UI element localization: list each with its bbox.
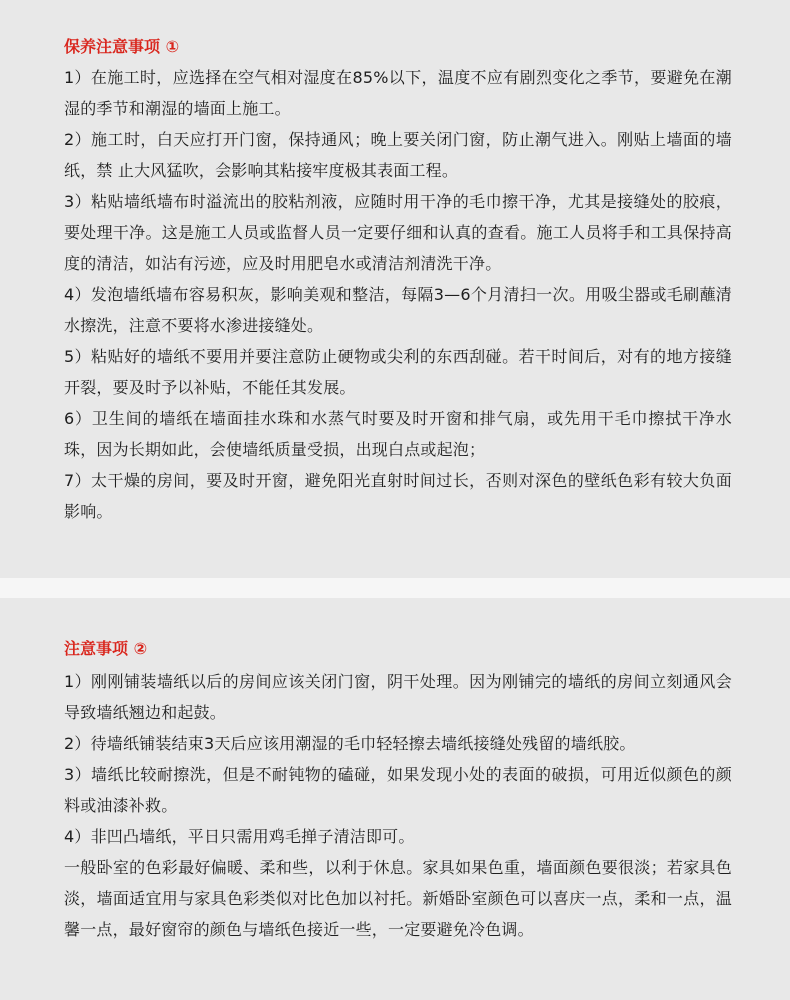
list-item: 3）墙纸比较耐擦洗，但是不耐钝物的磕碰，如果发现小处的表面的破损，可用近似颜色的颜料或油漆补救。 — [64, 765, 732, 815]
list-item: 6）卫生间的墙纸在墙面挂水珠和水蒸气时要及时开窗和排气扇，或先用干毛巾擦拭干净水珠，因为长期如此，会使墙纸质量受损，出现白点或起泡； — [64, 409, 732, 459]
list-item: 3）粘贴墙纸墙布时溢流出的胶粘剂液，应随时用干净的毛巾擦干净，尤其是接缝处的胶痕，要处理干净。这是施工人员或监督人员一定要仔细和认真的查看。施工人员将手和工具保持高度的清洁，如沾有污迹，应及时用肥皂水或清洁剂清洗干净。 — [64, 192, 732, 273]
list-item: 2）待墙纸铺装结束3天后应该用潮湿的毛巾轻轻擦去墙纸接缝处残留的墙纸胶。 — [64, 734, 636, 753]
maintenance-notes-list — [64, 62, 732, 527]
list-item: 5）粘贴好的墙纸不要用并要注意防止硬物或尖利的东西刮碰。若干时间后，对有的地方接缝开裂，要及时予以补贴，不能任其发展。 — [64, 347, 732, 397]
list-item: 1）在施工时，应选择在空气相对湿度在85%以下，温度不应有剧烈变化之季节，要避免在潮湿的季节和潮湿的墙面上施工。 — [64, 68, 732, 118]
list-item: 4）非凹凸墙纸，平日只需用鸡毛掸子清洁即可。 — [64, 827, 415, 846]
precautions-list — [64, 666, 732, 945]
list-item: 2）施工时，白天应打开门窗，保持通风；晚上要关闭门窗，防止潮气进入。刚贴上墙面的墙纸，禁 止大风猛吹，会影响其粘接牢度极其表面工程。 — [64, 130, 732, 180]
precautions-panel — [0, 598, 790, 1000]
list-item: 4）发泡墙纸墙布容易积灰，影响美观和整洁，每隔3—6个月清扫一次。用吸尘器或毛刷蘸清水擦洗，注意不要将水渗进接缝处。 — [64, 285, 732, 335]
list-item: 一般卧室的色彩最好偏暖、柔和些，以利于休息。家具如果色重，墙面颜色要很淡；若家具色淡，墙面适宜用与家具色彩类似对比色加以衬托。新婚卧室颜色可以喜庆一点，柔和一点，温馨一点，最好窗帘的颜色与墙纸色接近一些，一定要避免冷色调。 — [64, 858, 732, 939]
section-title: 注意事项 ② — [64, 639, 148, 658]
list-item: 1）刚刚铺装墙纸以后的房间应该关闭门窗，阴干处理。因为刚铺完的墙纸的房间立刻通风会导致墙纸翘边和起鼓。 — [64, 672, 732, 722]
section-title: 保养注意事项 ① — [64, 37, 180, 56]
list-item: 7）太干燥的房间，要及时开窗，避免阳光直射时间过长，否则对深色的壁纸色彩有较大负面影响。 — [64, 471, 732, 521]
section-divider — [0, 578, 790, 598]
